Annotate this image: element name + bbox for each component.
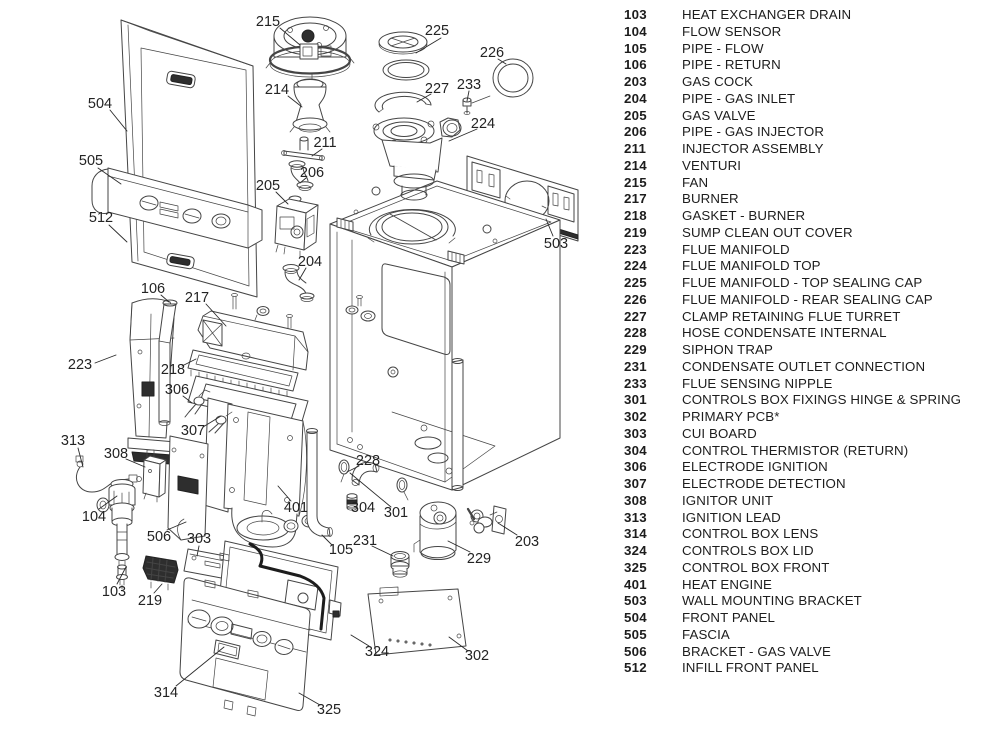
callout-231: 231 xyxy=(352,533,378,549)
parts-list-row xyxy=(624,225,1004,242)
part-number: 225 xyxy=(624,275,647,290)
callout-307: 307 xyxy=(180,423,206,439)
callout-228: 228 xyxy=(355,453,381,469)
callout-302: 302 xyxy=(464,648,490,664)
callout-512: 512 xyxy=(88,210,114,226)
part-name: CUI BOARD xyxy=(682,425,757,441)
part-number: 231 xyxy=(624,358,647,374)
callout-line-504 xyxy=(110,110,127,131)
callout-line-219 xyxy=(154,584,162,593)
part-name: GASKET - BURNER xyxy=(682,208,806,223)
parts-list-row xyxy=(624,91,1004,108)
parts-list-row xyxy=(624,208,1004,225)
part-name: FLUE MANIFOLD - REAR SEALING CAP xyxy=(682,291,933,307)
parts-list-row xyxy=(624,593,1004,610)
part-clamp-flue-turret xyxy=(375,92,431,112)
callout-225: 225 xyxy=(424,23,450,39)
part-number: 512 xyxy=(624,660,647,676)
part-number: 204 xyxy=(624,90,647,106)
part-name: GAS VALVE xyxy=(682,107,756,123)
parts-list-row xyxy=(624,292,1004,309)
part-number: 205 xyxy=(624,107,647,123)
parts-list-row xyxy=(624,141,1004,158)
part-name: PIPE - FLOW xyxy=(682,40,764,56)
part-name: FLOW SENSOR xyxy=(682,23,782,39)
part-number: 217 xyxy=(624,191,647,207)
callout-204: 204 xyxy=(297,254,323,270)
part-sump-clean-out-cover xyxy=(143,556,178,590)
parts-list-row xyxy=(624,426,1004,443)
callout-104: 104 xyxy=(81,509,107,525)
callout-504: 504 xyxy=(87,96,113,112)
callout-506: 506 xyxy=(146,529,172,545)
parts-list-row xyxy=(624,493,1004,510)
part-name: INJECTOR ASSEMBLY xyxy=(682,141,824,156)
part-name: CONTROL BOX LENS xyxy=(682,526,819,542)
callout-308: 308 xyxy=(103,446,129,462)
part-name: FAN xyxy=(682,174,709,190)
part-number: 304 xyxy=(624,442,647,458)
parts-list-row xyxy=(624,644,1004,661)
part-number: 301 xyxy=(624,392,647,408)
parts-list-row xyxy=(624,124,1004,141)
part-gas-valve xyxy=(275,196,318,257)
part-rear-sealing-ring xyxy=(493,59,533,97)
part-name: FLUE SENSING NIPPLE xyxy=(682,375,833,391)
callout-215: 215 xyxy=(255,14,281,30)
parts-list-row xyxy=(624,275,1004,292)
parts-list-row xyxy=(624,526,1004,543)
part-number: 219 xyxy=(624,224,647,240)
part-name: FASCIA xyxy=(682,626,730,642)
parts-list-row xyxy=(624,258,1004,275)
callout-227: 227 xyxy=(424,81,450,97)
part-name: BURNER xyxy=(682,191,739,207)
part-number: 229 xyxy=(624,342,647,357)
parts-list-row xyxy=(624,610,1004,627)
parts-list-row xyxy=(624,108,1004,125)
parts-list-row xyxy=(624,7,1004,24)
part-number: 308 xyxy=(624,492,647,508)
part-name: FLUE MANIFOLD xyxy=(682,241,790,257)
callout-503: 503 xyxy=(543,236,569,252)
part-name: ELECTRODE DETECTION xyxy=(682,476,846,491)
part-name: FLUE MANIFOLD - TOP SEALING CAP xyxy=(682,275,923,290)
callout-line-512 xyxy=(109,225,127,242)
parts-list-row xyxy=(624,242,1004,259)
part-name: PRIMARY PCB* xyxy=(682,409,780,424)
part-bracket-gas-valve xyxy=(168,436,208,540)
callout-301: 301 xyxy=(383,505,409,521)
parts-list-row xyxy=(624,409,1004,426)
part-number: 504 xyxy=(624,610,647,625)
part-name: HEAT ENGINE xyxy=(682,576,773,592)
part-number: 228 xyxy=(624,325,647,341)
part-name: PIPE - RETURN xyxy=(682,57,781,73)
part-number: 104 xyxy=(624,23,647,39)
part-condensate-outlet xyxy=(391,552,409,578)
parts-list-row xyxy=(624,543,1004,560)
parts-list-row xyxy=(624,57,1004,74)
part-number: 215 xyxy=(624,174,647,190)
callout-line-313 xyxy=(78,448,83,467)
part-front-panel xyxy=(121,20,257,297)
part-number: 203 xyxy=(624,74,647,89)
parts-list-row xyxy=(624,459,1004,476)
part-name: PIPE - GAS INJECTOR xyxy=(682,124,825,140)
part-number: 324 xyxy=(624,543,647,558)
callout-306: 306 xyxy=(164,382,190,398)
callout-218: 218 xyxy=(160,362,186,378)
part-name: FLUE MANIFOLD TOP xyxy=(682,258,821,274)
part-pipe-gas-inlet xyxy=(283,265,314,302)
part-number: 303 xyxy=(624,425,647,441)
callout-229: 229 xyxy=(466,551,492,567)
part-number: 103 xyxy=(624,7,647,22)
part-number: 306 xyxy=(624,459,647,475)
part-number: 506 xyxy=(624,643,647,659)
part-name: BRACKET - GAS VALVE xyxy=(682,643,831,659)
part-number: 503 xyxy=(624,593,647,609)
parts-list-row xyxy=(624,510,1004,527)
parts-list-row xyxy=(624,175,1004,192)
parts-list-row xyxy=(624,74,1004,91)
callout-203: 203 xyxy=(514,534,540,550)
part-venturi xyxy=(290,79,330,132)
callout-401: 401 xyxy=(283,500,309,516)
callout-226: 226 xyxy=(479,45,505,61)
callout-314: 314 xyxy=(153,685,179,701)
parts-list-row xyxy=(624,660,1004,677)
part-pipe-flow xyxy=(307,429,333,537)
part-number: 313 xyxy=(624,509,647,525)
part-number: 401 xyxy=(624,576,647,592)
part-name: WALL MOUNTING BRACKET xyxy=(682,593,862,609)
callout-325: 325 xyxy=(316,702,342,718)
part-number: 227 xyxy=(624,308,647,324)
part-number: 307 xyxy=(624,476,647,491)
part-name: IGNITOR UNIT xyxy=(682,492,774,508)
parts-list-row xyxy=(624,158,1004,175)
callout-324: 324 xyxy=(364,644,390,660)
callout-206: 206 xyxy=(299,165,325,181)
part-number: 223 xyxy=(624,241,647,257)
callout-219: 219 xyxy=(137,593,163,609)
part-name: PIPE - GAS INLET xyxy=(682,90,796,106)
callout-103: 103 xyxy=(101,584,127,600)
callout-106: 106 xyxy=(140,281,166,297)
part-name: SUMP CLEAN OUT COVER xyxy=(682,224,853,240)
part-number: 325 xyxy=(624,559,647,575)
parts-list xyxy=(624,7,1004,677)
parts-list-row xyxy=(624,342,1004,359)
parts-list-row xyxy=(624,392,1004,409)
part-number: 106 xyxy=(624,57,647,73)
parts-list-row xyxy=(624,191,1004,208)
parts-list-row xyxy=(624,560,1004,577)
callout-105: 105 xyxy=(328,542,354,558)
part-gas-cock xyxy=(468,506,506,534)
parts-list-row xyxy=(624,24,1004,41)
part-name: HEAT EXCHANGER DRAIN xyxy=(682,7,852,22)
part-name: CONTROLS BOX LID xyxy=(682,543,814,558)
callout-304: 304 xyxy=(350,500,376,516)
part-name: CONTROL THERMISTOR (RETURN) xyxy=(682,442,909,458)
part-name: CONDENSATE OUTLET CONNECTION xyxy=(682,358,926,374)
callout-505: 505 xyxy=(78,153,104,169)
callout-214: 214 xyxy=(264,82,290,98)
parts-list-row xyxy=(624,577,1004,594)
parts-list-row xyxy=(624,443,1004,460)
part-number: 314 xyxy=(624,526,647,542)
callout-233: 233 xyxy=(456,77,482,93)
part-siphon-trap xyxy=(414,502,456,560)
callout-217: 217 xyxy=(184,290,210,306)
part-name: CONTROLS BOX FIXINGS HINGE & SPRING xyxy=(682,392,962,408)
callout-211: 211 xyxy=(313,135,337,151)
parts-list-row xyxy=(624,627,1004,644)
part-name: IGNITION LEAD xyxy=(682,509,781,525)
part-name: HOSE CONDENSATE INTERNAL xyxy=(682,325,887,341)
part-number: 211 xyxy=(624,141,647,156)
parts-list-row xyxy=(624,309,1004,326)
part-name: CLAMP RETAINING FLUE TURRET xyxy=(682,308,901,324)
part-number: 214 xyxy=(624,157,647,173)
part-number: 233 xyxy=(624,375,647,391)
parts-list-row xyxy=(624,476,1004,493)
part-name: CONTROL BOX FRONT xyxy=(682,559,830,575)
callout-224: 224 xyxy=(470,116,496,132)
part-name: GAS COCK xyxy=(682,74,753,89)
part-number: 302 xyxy=(624,409,647,424)
callout-313: 313 xyxy=(60,433,86,449)
parts-list-row xyxy=(624,359,1004,376)
part-number: 226 xyxy=(624,291,647,307)
parts-list-row xyxy=(624,376,1004,393)
part-name: ELECTRODE IGNITION xyxy=(682,459,828,475)
part-name: INFILL FRONT PANEL xyxy=(682,660,819,676)
part-name: VENTURI xyxy=(682,157,742,173)
part-number: 224 xyxy=(624,258,647,274)
callout-205: 205 xyxy=(255,178,281,194)
part-number: 218 xyxy=(624,208,647,223)
part-number: 105 xyxy=(624,40,647,56)
part-name: FRONT PANEL xyxy=(682,610,775,625)
part-top-sealing-cap xyxy=(379,32,429,80)
callout-223: 223 xyxy=(67,357,93,373)
parts-list-row xyxy=(624,325,1004,342)
part-number: 505 xyxy=(624,626,647,642)
callout-line-223 xyxy=(95,355,116,363)
part-number: 206 xyxy=(624,124,647,140)
part-name: SIPHON TRAP xyxy=(682,342,773,357)
part-casing xyxy=(330,181,560,491)
callout-303: 303 xyxy=(186,531,212,547)
parts-list-row xyxy=(624,41,1004,58)
